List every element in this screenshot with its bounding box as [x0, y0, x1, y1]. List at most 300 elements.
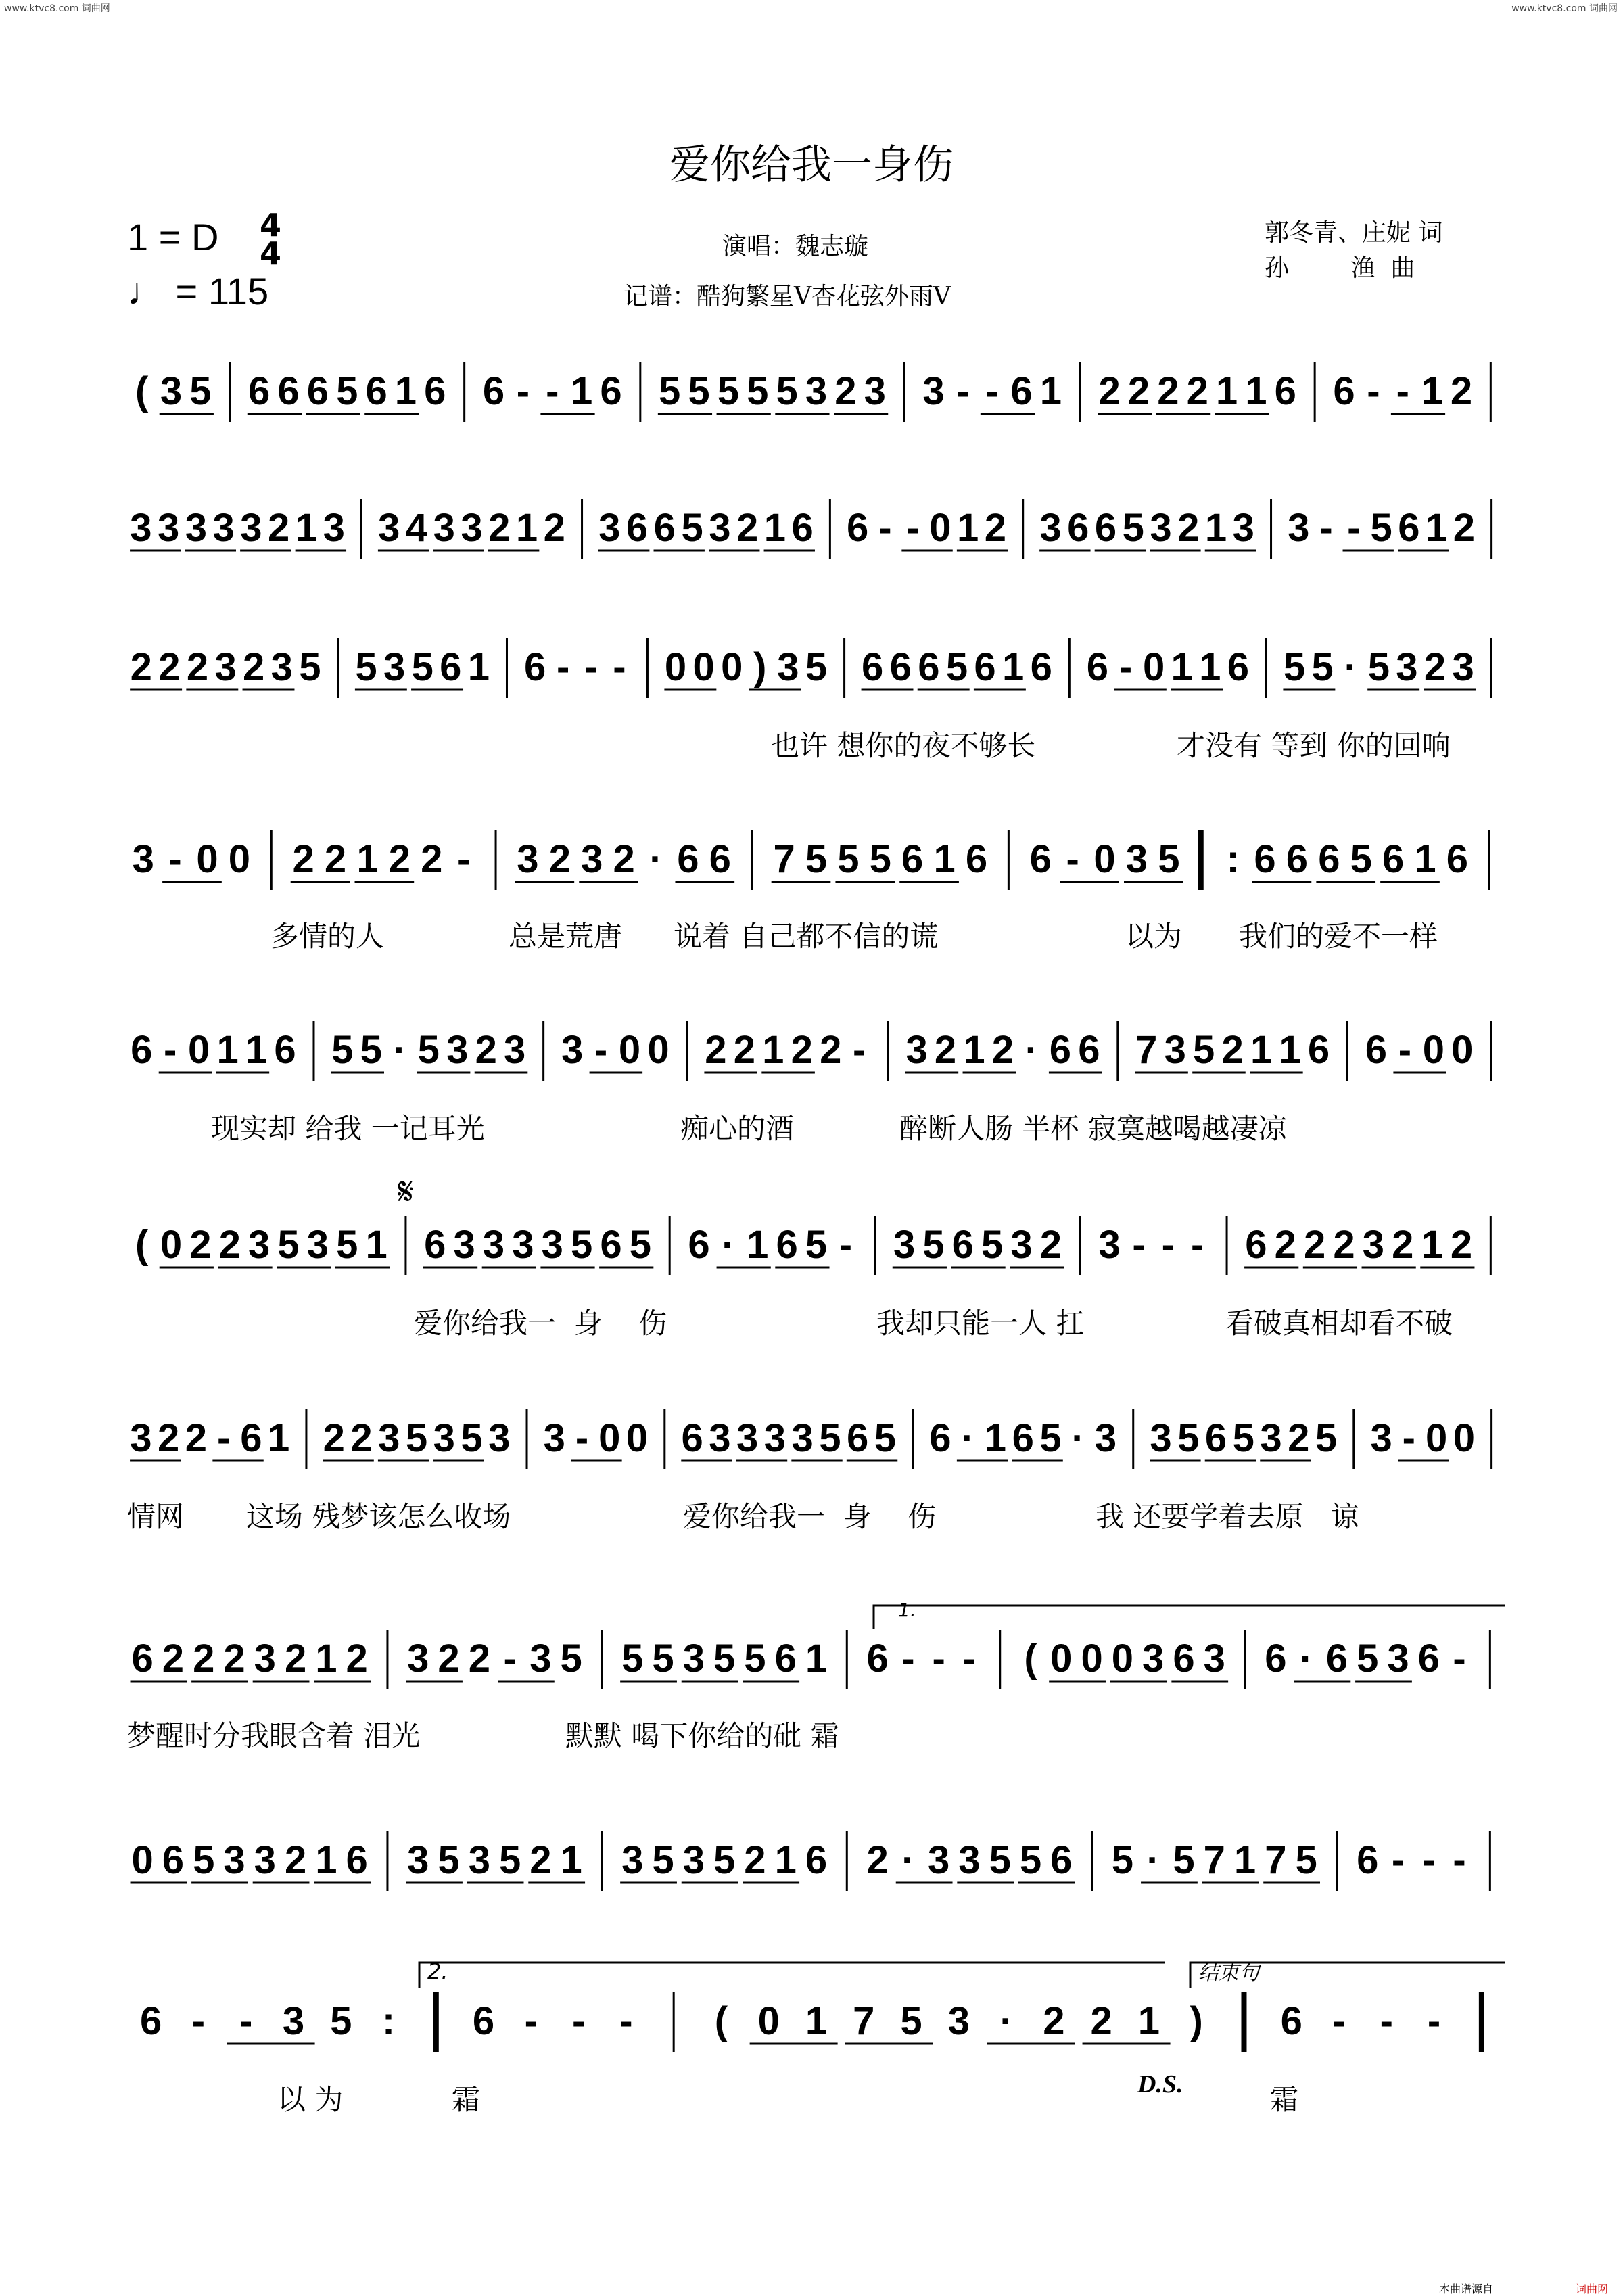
note-symbol: 3	[254, 1637, 276, 1681]
note-symbol: 6	[681, 1416, 703, 1460]
note-symbol: 1	[805, 1999, 828, 2043]
note-symbol: 1	[1279, 1028, 1301, 1072]
note-symbol: 6	[901, 837, 924, 881]
note-symbol: 2	[323, 1416, 345, 1460]
time-signature-bottom: 4	[259, 235, 281, 272]
note-symbol: -	[516, 369, 530, 413]
note-symbol: 5	[355, 645, 377, 689]
note-symbol: 6	[1307, 1028, 1330, 1072]
lyric-line: 说着 自己都不信的谎	[674, 920, 939, 953]
note-symbol: 3	[185, 506, 208, 550]
note-symbol: 5	[717, 369, 740, 413]
note-symbol: 0	[1081, 1637, 1103, 1681]
note-symbol: 1	[1002, 645, 1025, 689]
note-symbol: 6	[862, 645, 884, 689]
note-symbol: 5	[1370, 506, 1392, 550]
note-symbol: 3	[160, 369, 183, 413]
note-symbol: 3	[482, 1223, 505, 1267]
note-symbol: 5	[411, 645, 433, 689]
note-symbol: 3	[1260, 1416, 1282, 1460]
note-symbol: -	[1402, 1416, 1416, 1460]
note-symbol: 6	[709, 837, 731, 881]
note-symbol: 2	[346, 1637, 368, 1681]
note-symbol: 6	[424, 1223, 446, 1267]
note-symbol: 3	[1142, 1637, 1165, 1681]
note-symbol: -	[1398, 1028, 1412, 1072]
note-symbol: 2	[185, 1416, 208, 1460]
note-symbol: 0	[1142, 645, 1165, 689]
note-symbol: 3	[306, 1223, 329, 1267]
note-symbol: 5	[189, 369, 212, 413]
note-symbol: 1	[467, 645, 490, 689]
note-symbol: ·	[1299, 1637, 1313, 1681]
note-symbol: -	[1427, 1999, 1441, 2043]
note-symbol: 5	[1350, 837, 1372, 881]
note-symbol: 6	[1173, 1637, 1195, 1681]
note-symbol: 2	[736, 506, 759, 550]
note-symbol: 5	[1158, 837, 1180, 881]
singer-credit: 演唱：魏志璇	[722, 233, 869, 260]
note-symbol: 2	[548, 837, 571, 881]
note-symbol: 0	[1422, 1028, 1444, 1072]
volta-1-bracket	[874, 1606, 1505, 1629]
note-symbol: -	[575, 1416, 589, 1460]
note-symbol: )	[1190, 1999, 1203, 2043]
note-symbol: 2	[991, 1028, 1014, 1072]
note-symbol: 0	[618, 1028, 641, 1072]
note-symbol: 0	[1451, 1028, 1474, 1072]
note-symbol: 2	[1177, 506, 1200, 550]
note-symbol: 3	[709, 506, 731, 550]
note-symbol: 3	[270, 645, 293, 689]
note-symbol: -	[456, 837, 471, 881]
lyricist-credit: 郭冬青、庄妮 词	[1265, 219, 1443, 247]
note-symbol: 2	[1450, 369, 1473, 413]
note-symbol: 6	[1067, 506, 1089, 550]
note-symbol: 5	[336, 369, 358, 413]
lyric-line: 我们的爱不一样	[1239, 920, 1438, 953]
note-symbol: 6	[1357, 1838, 1379, 1882]
note-symbol: 6	[600, 369, 622, 413]
note-symbol: 0	[721, 645, 743, 689]
note-symbol: 2	[1186, 369, 1208, 413]
lyric-line: 以为	[1125, 920, 1183, 953]
note-symbol: 6	[866, 1637, 889, 1681]
note-symbol: 6	[626, 506, 649, 550]
note-symbol: 2	[1157, 369, 1179, 413]
note-symbol: 2	[613, 837, 635, 881]
note-symbol: 6	[1050, 1838, 1073, 1882]
note-symbol: 6	[1029, 837, 1052, 881]
note-symbol: -	[1453, 1637, 1466, 1681]
note-symbol: 1	[315, 1838, 337, 1882]
note-symbol: 0	[1111, 1637, 1134, 1681]
note-symbol: 6	[1010, 369, 1033, 413]
note-symbol: 3	[621, 1838, 644, 1882]
note-symbol: 3	[922, 369, 945, 413]
note-symbol: 5	[621, 1637, 644, 1681]
note-symbol: 1	[1421, 1223, 1443, 1267]
note-symbol: 3	[214, 645, 237, 689]
note-symbol: 2	[1304, 1223, 1326, 1267]
note-symbol: 1	[963, 1028, 985, 1072]
note-symbol: 3	[132, 837, 154, 881]
note-symbol: 2	[1288, 1416, 1310, 1460]
note-symbol: 6	[1446, 837, 1469, 881]
note-symbol: 1	[560, 1838, 582, 1882]
note-symbol: 3	[598, 506, 621, 550]
note-symbol: 1	[570, 369, 593, 413]
note-symbol: 6	[482, 369, 505, 413]
lyric-line: 总是荒唐	[509, 920, 623, 953]
note-symbol: 3	[1232, 506, 1254, 550]
note-symbol: -	[557, 645, 570, 689]
composer-credit: 孙 渔 曲	[1265, 254, 1415, 282]
note-symbol: 2	[866, 1838, 889, 1882]
note-symbol: -	[1319, 506, 1333, 550]
note-symbol: 2	[284, 1637, 307, 1681]
note-symbol: -	[239, 1999, 253, 2043]
note-symbol: 6	[1398, 506, 1420, 550]
note-symbol: -	[191, 1999, 206, 2043]
note-symbol: 5	[1111, 1838, 1134, 1882]
note-symbol: 3	[1396, 645, 1418, 689]
note-symbol: 6	[1227, 645, 1250, 689]
note-symbol: 5	[805, 645, 828, 689]
note-symbol: ·	[961, 1416, 974, 1460]
lyric-line: 才没有 等到 你的回响	[1177, 729, 1451, 762]
note-symbol: 5	[659, 369, 681, 413]
note-symbol: 6	[1382, 837, 1405, 881]
note-symbol: 5	[776, 369, 798, 413]
note-symbol: 1	[805, 1637, 828, 1681]
note-symbol: 5	[277, 1223, 300, 1267]
note-symbol: (	[135, 369, 149, 413]
note-symbol: 1	[933, 837, 956, 881]
note-symbol: 2	[820, 1028, 842, 1072]
note-symbol: -	[1422, 1838, 1436, 1882]
note-symbol: -	[1066, 837, 1079, 881]
note-symbol: 5	[438, 1838, 460, 1882]
note-symbol: 5	[869, 837, 891, 881]
note-symbol: 6	[424, 369, 446, 413]
note-symbol: 3	[763, 1416, 786, 1460]
note-symbol: 0	[647, 1028, 669, 1072]
note-symbol: 2	[186, 645, 209, 689]
note-symbol: 5	[652, 1637, 674, 1681]
note-symbol: 5	[945, 645, 968, 689]
time-signature-top: 4	[259, 207, 281, 243]
note-symbol: -	[1396, 369, 1409, 413]
note-symbol: 1	[1204, 506, 1227, 550]
note-symbol: 2	[130, 645, 152, 689]
note-symbol: 6	[951, 1223, 974, 1267]
note-symbol: 6	[1265, 1637, 1287, 1681]
note-symbol: 6	[847, 1416, 869, 1460]
note-symbol: 3	[543, 1416, 565, 1460]
note-symbol: 1	[1421, 369, 1443, 413]
note-symbol: -	[613, 645, 626, 689]
note-symbol: 6	[965, 837, 988, 881]
note-symbol: 1	[1039, 369, 1062, 413]
note-symbol: 3	[461, 506, 483, 550]
note-symbol: 6	[1245, 1223, 1267, 1267]
note-symbol: -	[905, 506, 920, 550]
note-symbol: 6	[162, 1838, 185, 1882]
note-symbol: 5	[688, 369, 710, 413]
note-symbol: 5	[713, 1637, 736, 1681]
note-symbol: 3	[905, 1028, 928, 1072]
note-symbol: 1	[1199, 645, 1221, 689]
note-symbol: -	[1161, 1223, 1175, 1267]
note-symbol: :	[381, 1999, 396, 2043]
note-symbol: -	[962, 1637, 977, 1681]
note-symbol: 3	[561, 1028, 584, 1072]
note-symbol: 7	[1265, 1838, 1287, 1882]
note-symbol: 5	[1367, 645, 1390, 689]
note-symbol: 6	[1030, 645, 1052, 689]
lyric-line: 默默 喝下你给的砒 霜	[565, 1719, 839, 1752]
note-symbol: -	[1332, 1999, 1346, 2043]
note-symbol: 5	[330, 1999, 352, 2043]
note-symbol: 3	[517, 837, 539, 881]
note-symbol: 1	[394, 369, 417, 413]
note-symbol: 6	[472, 1999, 495, 2043]
note-symbol: 2	[1043, 1999, 1065, 2043]
note-symbol: 6	[677, 837, 699, 881]
note-symbol: 3	[947, 1999, 970, 2043]
note-symbol: 3	[791, 1416, 814, 1460]
footer-right: 词曲网	[1576, 2282, 1609, 2295]
note-symbol: 3	[530, 1637, 552, 1681]
note-symbol: 2	[388, 837, 410, 881]
note-symbol: :	[1226, 837, 1240, 881]
note-symbol: 0	[664, 645, 687, 689]
note-symbol: -	[985, 369, 999, 413]
note-symbol: 5	[193, 1838, 215, 1882]
note-symbol: 3	[1094, 1416, 1117, 1460]
note-symbol: 7	[1135, 1028, 1158, 1072]
note-symbol: 5	[989, 1838, 1011, 1882]
note-symbol: -	[839, 1223, 853, 1267]
note-symbol: 7	[773, 837, 795, 881]
note-symbol: 2	[1221, 1028, 1244, 1072]
note-symbol: 6	[1274, 369, 1296, 413]
note-symbol: 3	[893, 1223, 916, 1267]
note-symbol: 3	[282, 1999, 305, 2043]
note-symbol: 1	[295, 506, 318, 550]
note-symbol: 1	[984, 1416, 1007, 1460]
note-symbol: 3	[682, 1838, 705, 1882]
note-symbol: 5	[1311, 645, 1334, 689]
note-symbol: 2	[468, 1637, 490, 1681]
note-symbol: 6	[274, 1028, 296, 1072]
note-symbol: 2	[189, 1223, 212, 1267]
lyric-line: 我 还要学着去原 谅	[1096, 1500, 1359, 1533]
note-symbol: 3	[504, 1028, 526, 1072]
note-symbol: 3	[378, 506, 400, 550]
note-symbol: 6	[131, 1028, 153, 1072]
transcriber-credit: 记谱：酷狗繁星V杏花弦外雨V	[624, 283, 951, 310]
note-symbol: 2	[733, 1028, 755, 1072]
note-symbol: 2	[934, 1028, 957, 1072]
note-symbol: 2	[350, 1416, 373, 1460]
note-symbol: ·	[722, 1223, 735, 1267]
note-symbol: -	[546, 369, 559, 413]
note-symbol: 5	[681, 506, 703, 550]
note-symbol: 5	[1232, 1416, 1254, 1460]
note-symbol: 1	[1137, 1999, 1160, 2043]
header-left: www.ktvc8.com 词曲网	[4, 3, 110, 14]
note-symbol: 6	[440, 645, 462, 689]
note-symbol: 5	[461, 1416, 483, 1460]
note-symbol: -	[594, 1028, 608, 1072]
note-symbol: 5	[1122, 506, 1144, 550]
note-symbol: 3	[130, 1416, 152, 1460]
note-symbol: 7	[853, 1999, 875, 2043]
note-symbol: 6	[929, 1416, 951, 1460]
note-symbol: 1	[268, 1416, 290, 1460]
note-symbol: -	[932, 1637, 945, 1681]
note-symbol: 1	[365, 1223, 387, 1267]
note-symbol: 3	[323, 506, 345, 550]
segno-sign: 𝄋	[398, 1170, 415, 1214]
note-symbol: 2	[243, 645, 265, 689]
note-symbol: 5	[805, 837, 828, 881]
header-right: www.ktvc8.com 词曲网	[1511, 3, 1618, 14]
note-symbol: 0	[757, 1999, 780, 2043]
note-symbol: -	[164, 1028, 177, 1072]
note-symbol: 6	[1318, 837, 1340, 881]
note-symbol: -	[878, 506, 892, 550]
note-symbol: 5	[713, 1838, 736, 1882]
lyric-line: 醉断人肠 半杯 寂寞越喝越凄凉	[899, 1112, 1287, 1145]
note-symbol: 5	[1173, 1838, 1195, 1882]
note-symbol: )	[753, 645, 767, 689]
note-symbol: 0	[160, 1223, 183, 1267]
note-symbol: 6	[523, 645, 546, 689]
lyric-line: 这场 残梦该怎么收场	[246, 1500, 511, 1533]
note-symbol: 0	[228, 837, 251, 881]
note-symbol: 3	[1150, 506, 1172, 550]
note-symbol: 5	[1019, 1838, 1042, 1882]
note-symbol: 3	[1387, 1637, 1409, 1681]
note-symbol: -	[956, 369, 970, 413]
note-symbol: 3	[1125, 837, 1148, 881]
note-symbol: 5	[299, 645, 321, 689]
note-symbol: 0	[1453, 1416, 1475, 1460]
note-symbol: 3	[777, 645, 799, 689]
note-symbol: 2	[284, 1838, 307, 1882]
note-symbol: 6	[889, 645, 912, 689]
note-symbol: 5	[744, 1637, 766, 1681]
lyric-line: 梦醒时分我眼含着 泪光	[127, 1719, 421, 1752]
note-symbol: 3	[1150, 1416, 1172, 1460]
note-symbol: 2	[162, 1637, 185, 1681]
note-symbol: 2	[1274, 1223, 1296, 1267]
note-symbol: 3	[248, 1223, 270, 1267]
note-symbol: 6	[346, 1838, 368, 1882]
lyric-line: 痴心的酒	[680, 1112, 795, 1145]
note-symbol: 1	[747, 1223, 769, 1267]
note-symbol: 6	[1204, 1416, 1227, 1460]
note-symbol: 3	[240, 506, 262, 550]
note-symbol: 3	[1164, 1028, 1186, 1072]
note-symbol: 5	[1177, 1416, 1200, 1460]
note-symbol: 6	[1417, 1637, 1440, 1681]
note-symbol: 1	[245, 1028, 268, 1072]
note-symbol: 3	[1039, 506, 1062, 550]
note-symbol: -	[1119, 645, 1133, 689]
note-symbol: 3	[223, 1838, 245, 1882]
note-symbol: 3	[805, 369, 828, 413]
note-symbol: 1	[1250, 1028, 1273, 1072]
note-symbol: 2	[1453, 506, 1475, 550]
note-symbol: 2	[218, 1223, 241, 1267]
note-symbol: 1	[1425, 506, 1448, 550]
note-symbol: 5	[1039, 1416, 1062, 1460]
note-symbol: 0	[131, 1838, 154, 1882]
note-symbol: 5	[837, 837, 860, 881]
note-symbol: 0	[188, 1028, 210, 1072]
note-symbol: 2	[1090, 1999, 1112, 2043]
note-symbol: 2	[268, 506, 290, 550]
note-symbol: 5	[900, 1999, 922, 2043]
note-symbol: 2	[1098, 369, 1121, 413]
lyric-line: 多情的人	[270, 920, 385, 953]
note-symbol: 6	[1286, 837, 1309, 881]
note-symbol: 5	[336, 1223, 358, 1267]
note-symbol: 6	[131, 1637, 154, 1681]
note-symbol: -	[524, 1999, 538, 2043]
note-symbol: 1	[1233, 1838, 1256, 1882]
note-symbol: -	[584, 645, 598, 689]
note-symbol: 2	[834, 369, 857, 413]
note-symbol: 3	[1288, 506, 1310, 550]
ds-marking: D.S.	[1137, 2070, 1183, 2099]
volta-2-bracket	[419, 1963, 1165, 1988]
note-symbol: 3	[958, 1838, 981, 1882]
note-symbol: 2	[543, 506, 565, 550]
note-symbol: 3	[446, 1028, 469, 1072]
note-symbol: 5	[1193, 1028, 1215, 1072]
note-symbol: -	[1132, 1223, 1146, 1267]
note-symbol: 1	[515, 506, 538, 550]
note-symbol: 2	[1127, 369, 1150, 413]
note-symbol: 2	[1424, 645, 1446, 689]
note-symbol: 3	[736, 1416, 759, 1460]
note-symbol: 0	[1050, 1637, 1073, 1681]
note-symbol: 3	[468, 1838, 490, 1882]
note-symbol: 3	[928, 1838, 950, 1882]
note-symbol: 3	[407, 1637, 429, 1681]
note-symbol: 2	[1450, 1223, 1473, 1267]
note-symbol: 1	[774, 1838, 797, 1882]
note-symbol: 6	[1365, 1028, 1388, 1072]
note-symbol: 6	[805, 1838, 828, 1882]
note-symbol: 5	[629, 1223, 651, 1267]
note-symbol: ·	[1025, 1028, 1039, 1072]
note-symbol: 3	[254, 1838, 276, 1882]
note-symbol: 6	[776, 1223, 798, 1267]
note-symbol: 5	[1315, 1416, 1338, 1460]
note-symbol: 6	[1049, 1028, 1072, 1072]
note-symbol: 0	[929, 506, 951, 550]
note-symbol: 6	[248, 369, 270, 413]
note-symbol: 1	[356, 837, 379, 881]
note-symbol: 5	[805, 1223, 828, 1267]
note-symbol: 0	[1425, 1416, 1448, 1460]
